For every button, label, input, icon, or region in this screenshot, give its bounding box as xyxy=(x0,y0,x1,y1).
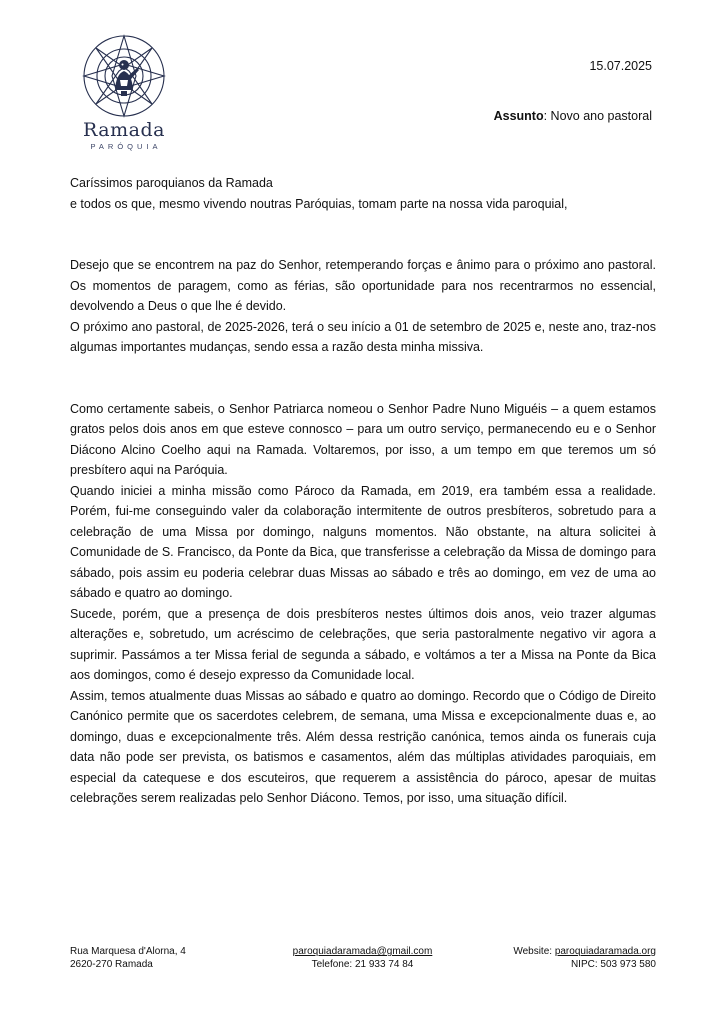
paragraph: O próximo ano pastoral, de 2025-2026, terá o seu início a 01 de setembro de 2025 e, neste ano, traz-nos algumas importantes mudanças, sendo essa a razão desta minha missiva. xyxy=(70,319,656,354)
address-postal: 2620-270 Ramada xyxy=(70,959,153,970)
website-link[interactable]: paroquiadaramada.org xyxy=(554,946,656,957)
phone-number: Telefone: 21 933 74 84 xyxy=(311,959,414,970)
logo-subtitle: PARÓQUIA xyxy=(90,142,162,151)
letter-body xyxy=(70,173,656,809)
website-label: Website: xyxy=(513,946,555,957)
letter-subject xyxy=(494,109,652,123)
website-line xyxy=(513,945,656,958)
letter-date: 15.07.2025 xyxy=(589,59,652,73)
footer-web xyxy=(513,945,656,971)
footer-contact xyxy=(290,945,435,971)
greeting-line: e todos os que, mesmo vivendo noutras Paróquias, tomam parte na nossa vida paroquial, xyxy=(70,196,568,211)
parish-seal-icon xyxy=(82,34,166,118)
email-link[interactable]: paroquiadaramada@gmail.com xyxy=(292,946,433,957)
paragraph: Como certamente sabeis, o Senhor Patriarca nomeou o Senhor Padre Nuno Miguéis – a quem estamos gratos pelos dois anos em que esteve connosco – para um outro serviço, permanecendo eu e o Senhor Diácono Alcino Coelho aqui na Ramada. Voltaremos, por isso, a um tempo em que teremos um só presbítero aqui na Paróquia. xyxy=(70,401,656,477)
paragraph: Desejo que se encontrem na paz do Senhor, retemperando forças e ânimo para o próximo ano pastoral. Os momentos de paragem, como as férias, são oportunidade para nos recentrarmos no essencial, devolvendo a Deus o que lhe é devido. xyxy=(70,258,656,313)
nipc-number: NIPC: 503 973 580 xyxy=(570,959,656,970)
paragraph: Sucede, porém, que a presença de dois presbíteros nestes últimos dois anos, veio trazer algumas alterações e, sobretudo, um acréscimo de celebrações, que seria pastoralmente negativo vir agora a suprimir. Passámos a ter Missa ferial de segunda a sábado, e voltámos a ter a Missa na Ponte da Bica aos domingos, como é desejo expresso da Comunidade local. xyxy=(70,606,656,682)
paragraph: Quando iniciei a minha missão como Pároco da Ramada, em 2019, era também essa a realidade. Porém, fui-me conseguindo valer da colaboração intermitente de outros presbíteros, sobretudo para a celebração de uma Missa por domingo, nalguns momentos. Não obstante, na altura solicitei à Comunidade de S. Francisco, da Ponte da Bica, que transferisse a celebração da Missa de domingo para sábado, pois assim eu poderia celebrar duas Missas ao sábado e três ao domingo, em vez de uma ao sábado e quatro ao domingo. xyxy=(70,483,656,600)
logo-name: Ramada xyxy=(83,119,165,141)
footer-address xyxy=(70,945,186,971)
parish-logo xyxy=(68,34,180,151)
address-street: Rua Marquesa d'Alorna, 4 xyxy=(70,946,186,957)
subject-separator: : xyxy=(543,109,551,123)
greeting-line: Caríssimos paroquianos da Ramada xyxy=(70,176,273,190)
subject-label: Assunto xyxy=(493,109,544,123)
subject-value: Novo ano pastoral xyxy=(550,109,652,123)
paragraph: Assim, temos atualmente duas Missas ao sábado e quatro ao domingo. Recordo que o Código de Direito Canónico permite que os sacerdotes celebrem, de semana, uma Missa e excepcionalmente duas e, ao domingo, duas e excepcionalmente três. Além dessa restrição canónica, temos ainda os funerais cuja data não pode ser prevista, os batismos e casamentos, além das múltiplas atividades paroquiais, em especial da catequese e dos escuteiros, que requerem a assistência do pároco, apesar de muitas celebrações serem realizadas pelo Senhor Diácono. Temos, por isso, uma situação difícil. xyxy=(70,688,656,805)
